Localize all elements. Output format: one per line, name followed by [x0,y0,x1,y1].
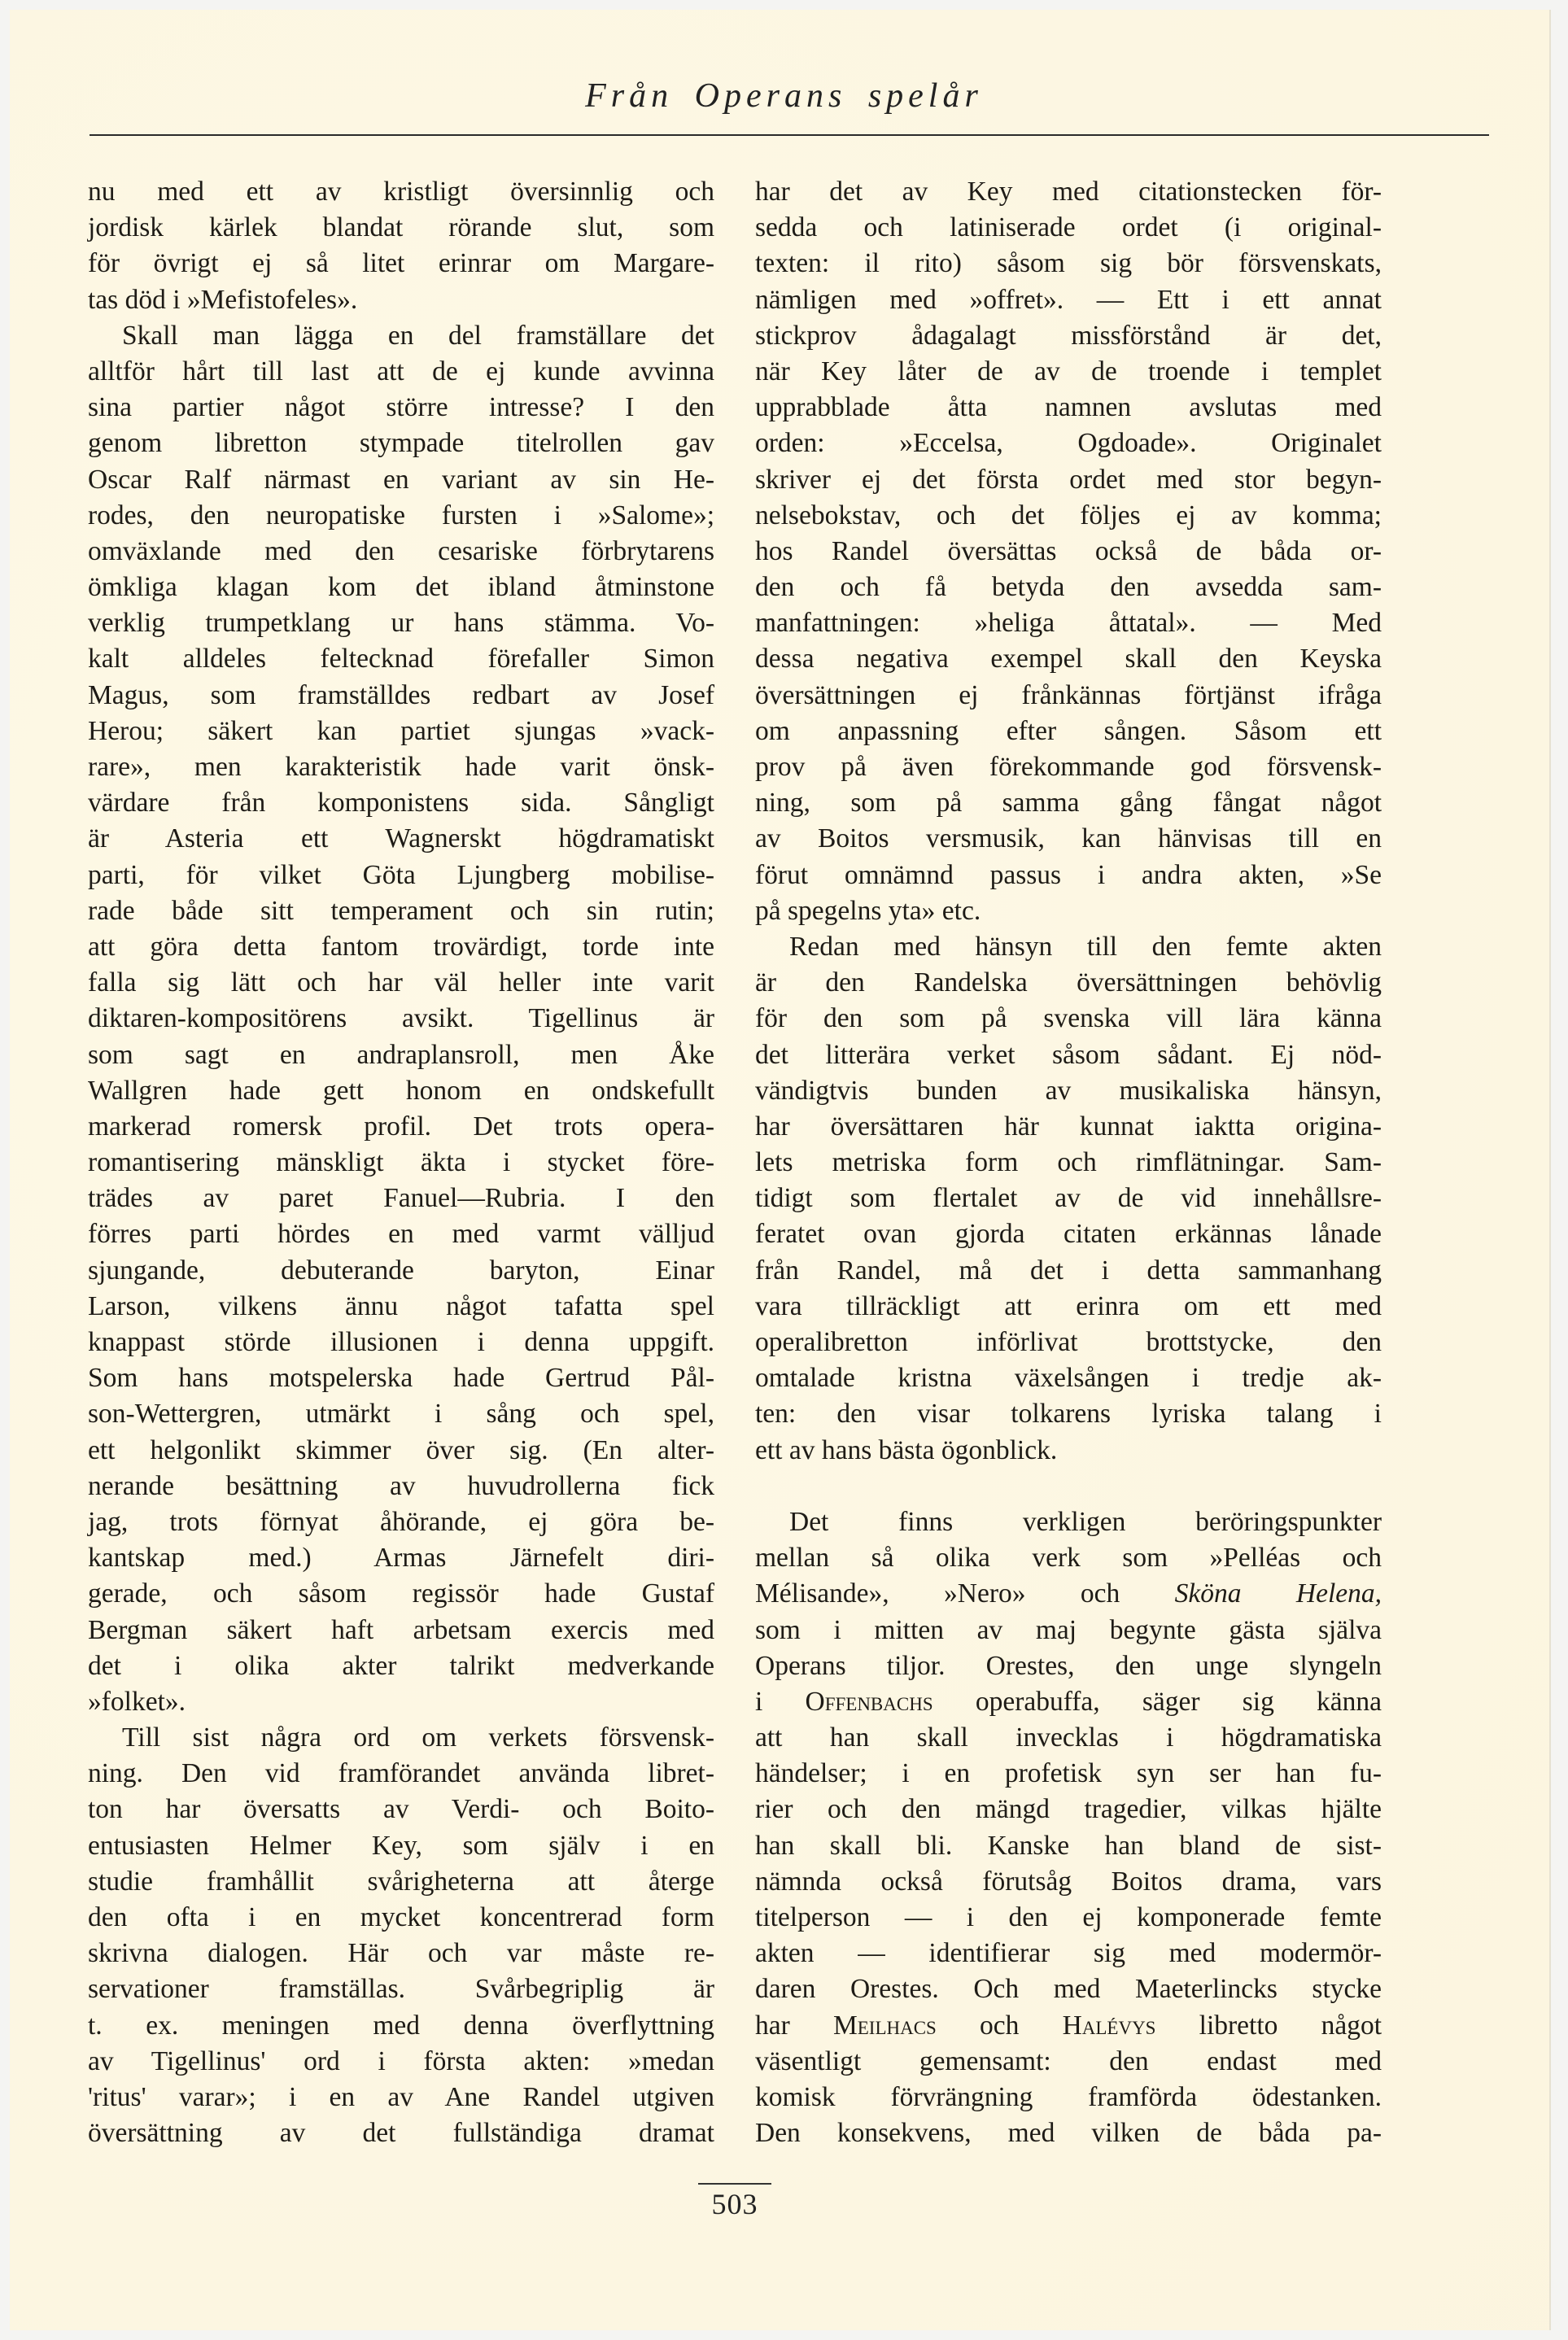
text-line: för den som på svenska vill lära känna [755,1003,1382,1034]
text-line: falla sig lätt och har väl heller inte varit [88,967,714,998]
text-line: vara tillräckligt att erinra om ett med [755,1290,1382,1321]
text-line: komisk förvrängning framförda ödestanken. [755,2081,1382,2112]
text-line: romantisering mänskligt äkta i stycket före- [88,1147,714,1178]
text-line: Magus, som framställdes redbart av Josef [88,679,714,710]
text-line: rare», men karakteristik hade varit önsk- [88,752,714,782]
text-line: nelsebokstav, och det följes ej av komma; [755,500,1382,530]
text-line: rodes, den neuropatiske fursten i »Salome»; [88,500,714,530]
text-line: omväxlande med den cesariske förbrytarens [88,535,714,566]
text-line: händelser; i en profetisk syn ser han fu- [755,1758,1382,1789]
text-line: ömkliga klagan kom det ibland åtminstone [88,572,714,603]
text-line: orden: »Eccelsa, Ogdoade». Originalet [755,428,1382,459]
text-line: ett av hans bästa ögonblick. [755,1434,1058,1465]
italic-title: Sköna Helena, [1174,1578,1382,1609]
text-line: han skall bli. Kanske han bland de sist- [755,1830,1382,1861]
text-line: ett helgonlikt skimmer över sig. (En alter- [88,1434,714,1465]
text-line: väsentligt gemensamt: den endast med [755,2045,1382,2076]
text-line: Herou; säkert kan partiet sjungas »vack- [88,715,714,746]
text-line: sedda och latiniserade ordet (i original- [755,212,1382,243]
text-line: sjungande, debuterande baryton, Einar [88,1255,714,1286]
text-line: av Boitos versmusik, kan hänvisas till en [755,823,1382,854]
text-line: diktaren-kompositörens avsikt. Tigellinus är [88,1003,714,1034]
page-number-rule [698,2183,771,2185]
small-caps-name: Halévys [1062,2010,1156,2041]
text-line: Till sist några ord om verkets försvensk- [122,1722,714,1753]
text-line: Det finns verkligen beröringspunkter [789,1506,1382,1537]
text-line: omtalade kristna växelsången i tredje ak- [755,1363,1382,1394]
text-line: operalibretton införlivat brottstycke, den [755,1327,1382,1357]
text-line: har Meilhacs och Halévys libretto något [755,2010,1382,2041]
text-line: jordisk kärlek blandat rörande slut, som [88,212,714,243]
left-column [88,174,714,2151]
text-line: tas död i »Mefistofeles». [88,284,358,315]
text-line: sina partier något större intresse? I den [88,392,714,423]
right-column [755,174,1382,2151]
text-line: har det av Key med citationstecken för- [755,177,1382,207]
text-line: ning, som på samma gång fångat något [755,788,1382,819]
text-line: nerande besättning av huvudrollerna fick [88,1470,714,1501]
text-line: nämligen med »offret». — Ett i ett annat [755,284,1382,315]
text-line: stickprov ådagalagt missförstånd är det, [755,320,1382,351]
text-line: skrivna dialogen. Här och var måste re- [88,1938,714,1969]
text-line: att göra detta fantom trovärdigt, torde inte [88,931,714,962]
text-line: den ofta i en mycket koncentrerad form [88,1902,714,1932]
text-line: rade både sitt temperament och sin rutin; [88,895,714,926]
text-line: trädes av paret Fanuel—Rubria. I den [88,1183,714,1214]
text-line: prov på även förekommande god försvensk- [755,752,1382,782]
text-line: kantskap med.) Armas Järnefelt diri- [88,1543,714,1574]
text-line: har översättaren här kunnat iaktta origina- [755,1111,1382,1142]
text-line: kalt alldeles feltecknad förefaller Simon [88,644,714,674]
text-line: akten — identifierar sig med modermör- [755,1938,1382,1969]
text-line: den och få betyda den avsedda sam- [755,572,1382,603]
text-line: Larson, vilkens ännu något tafatta spel [88,1290,714,1321]
text-line: förres parti hördes en med varmt välljud [88,1219,714,1250]
page-number: 503 [711,2188,758,2220]
text-line: lets metriska form och rimflätningar. Sam- [755,1147,1382,1178]
running-head: Från Operans spelår [585,77,983,115]
text-line: om anpassning efter sången. Såsom ett [755,715,1382,746]
text-line: Oscar Ralf närmast en variant av sin He- [88,464,714,495]
text-line: skriver ej det första ordet med stor begyn- [755,464,1382,495]
text-line: när Key låter de av de troende i templet [755,356,1382,386]
text-line: markerad romersk profil. Det trots opera- [88,1111,714,1142]
text-line: förut omnämnd passus i andra akten, »Se [755,859,1382,890]
text-line: alltför hårt till last att de ej kunde avvinna [88,356,714,386]
text-line: Som hans motspelerska hade Gertrud Pål- [88,1363,714,1394]
text-line: rier och den mängd tragedier, vilkas hjälte [755,1794,1382,1825]
text-line: Operans tiljor. Orestes, den unge slyngeln [755,1650,1382,1681]
text-line: verklig trumpetklang ur hans stämma. Vo- [88,608,714,639]
text-line: genom libretton stympade titelrollen gav [88,428,714,459]
text-line: knappast störde illusionen i denna uppgift. [88,1327,714,1357]
text-line: det i olika akter talrikt medverkande [88,1650,714,1681]
text-line: t. ex. meningen med denna överflyttning [88,2010,714,2041]
text-line: Wallgren hade gett honom en ondskefullt [88,1075,714,1106]
text-line: Redan med hänsyn till den femte akten [789,931,1382,962]
text-line: är Asteria ett Wagnerskt högdramatiskt [88,823,714,854]
text-line: Bergman säkert haft arbetsam exercis med [88,1614,714,1645]
text-line: studie framhållit svårigheterna att återge [88,1866,714,1897]
text-line: tidigt som flertalet av de vid innehållsre- [755,1183,1382,1214]
text-line: Skall man lägga en del framställare det [122,320,714,351]
text-line: upprabblade åtta namnen avslutas med [755,392,1382,423]
text-line: jag, trots förnyat åhörande, ej göra be- [88,1506,714,1537]
text-line: ning. Den vid framförandet använda libret- [88,1758,714,1789]
text-line: i Offenbachs operabuffa, säger sig känna [755,1686,1382,1717]
text-line: det litterära verket såsom sådant. Ej nöd- [755,1039,1382,1070]
text-line: ton har översatts av Verdi- och Boito- [88,1794,714,1825]
text-line: översättning av det fullständiga dramat [88,2118,714,2149]
text-line: gerade, och såsom regissör hade Gustaf [88,1578,714,1609]
text-line: daren Orestes. Och med Maeterlincks stycke [755,1974,1382,2005]
text-line: Den konsekvens, med vilken de båda pa- [755,2118,1382,2149]
text-line: manfattningen: »heliga åttatal». — Med [755,608,1382,639]
text-line: översättningen ej frånkännas förtjänst ifråga [755,679,1382,710]
text-line: entusiasten Helmer Key, som själv i en [88,1830,714,1861]
small-caps-name: Offenbachs [805,1686,933,1717]
text-line: parti, för vilket Göta Ljungberg mobilise- [88,859,714,890]
text-line: som i mitten av maj begynte gästa själva [755,1614,1382,1645]
text-line: texten: il rito) såsom sig bör försvenskats, [755,248,1382,279]
section-gap [755,1469,1382,1504]
text-line: mellan så olika verk som »Pelléas och [755,1543,1382,1574]
text-line: feratet ovan gjorda citaten erkännas lånade [755,1219,1382,1250]
text-line: att han skall invecklas i högdramatiska [755,1722,1382,1753]
text-line: nämnda också förutsåg Boitos drama, vars [755,1866,1382,1897]
text-line: som sagt en andraplansroll, men Åke [88,1039,714,1070]
text-line: son-Wettergren, utmärkt i sång och spel, [88,1399,714,1430]
text-line: servationer framställas. Svårbegriplig är [88,1974,714,2005]
text-line: nu med ett av kristligt översinnlig och [88,177,714,207]
text-line: av Tigellinus' ord i första akten: »medan [88,2045,714,2076]
text-line: hos Randel översättas också de båda or- [755,535,1382,566]
text-line: vändigtvis bunden av musikaliska hänsyn, [755,1075,1382,1106]
text-line: Mélisande», »Nero» och Sköna Helena, [755,1578,1382,1609]
text-line: värdare från komponistens sida. Sångligt [88,788,714,819]
text-line: från Randel, må det i detta sammanhang [755,1255,1382,1286]
text-line: titelperson — i den ej komponerade femte [755,1902,1382,1932]
text-line: ten: den visar tolkarens lyriska talang i [755,1399,1382,1430]
text-line: 'ritus' varar»; i en av Ane Randel utgiven [88,2081,714,2112]
header-rule [90,134,1489,136]
text-line: för övrigt ej så litet erinrar om Margare- [88,248,714,279]
text-line: är den Randelska översättningen behövlig [755,967,1382,998]
text-line: »folket». [88,1686,186,1717]
small-caps-name: Meilhacs [832,2010,937,2041]
text-line: dessa negativa exempel skall den Keyska [755,644,1382,674]
text-line: på spegelns yta» etc. [755,895,981,926]
